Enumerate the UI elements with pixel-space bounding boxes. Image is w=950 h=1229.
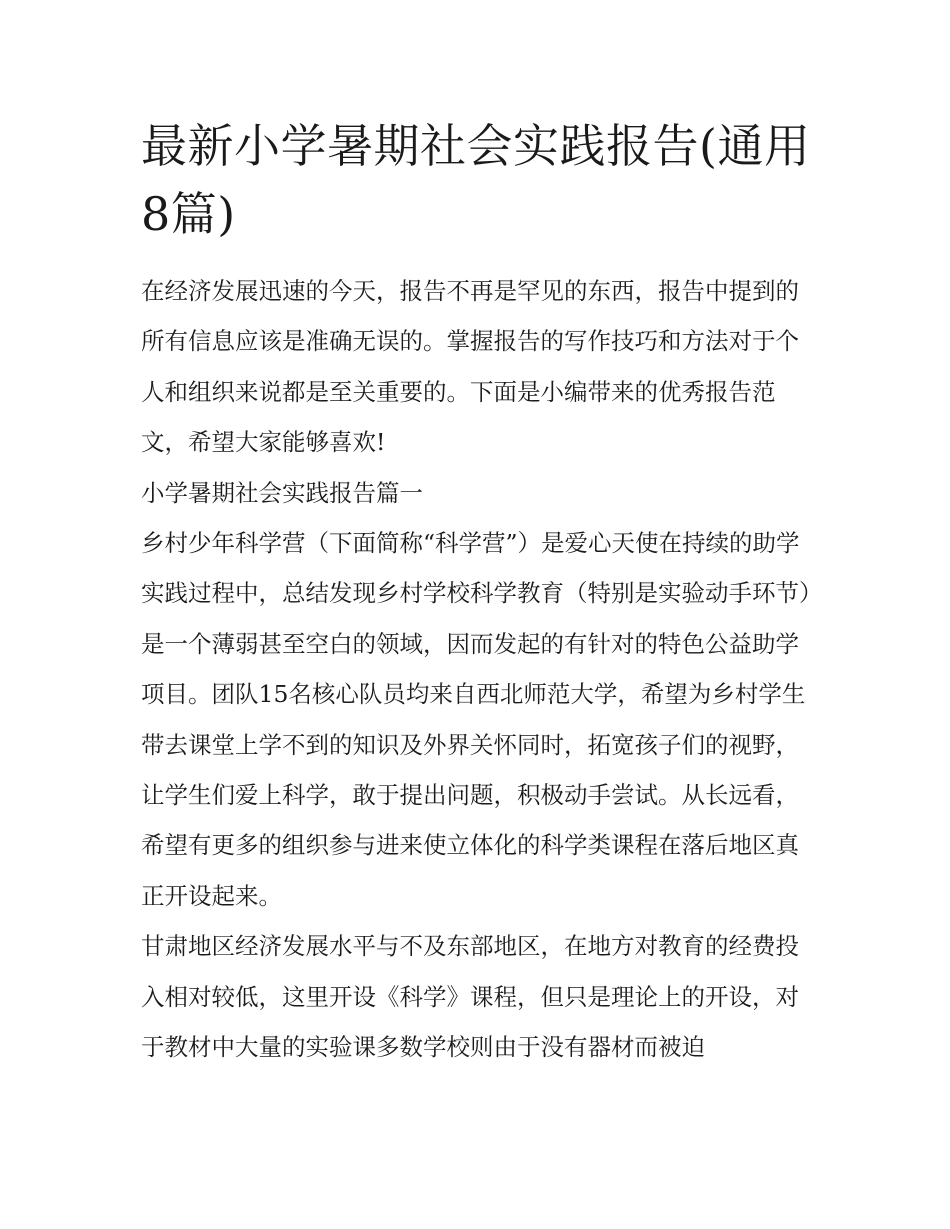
document-title: 最新小学暑期社会实践报告(通用8篇) xyxy=(141,119,811,241)
body-paragraph-2: 甘肃地区经济发展水平与不及东部地区，在地方对教育的经费投入相对较低，这里开设《科学》课程，但只是理论上的开设，对于教材中大量的实验课多数学校则由于没有器材而被迫 xyxy=(141,932,799,1062)
intro-paragraph: 在经济发展迅速的今天，报告不再是罕见的东西，报告中提到的所有信息应该是准确无误的。掌握报告的写作技巧和方法对于个人和组织来说都是至关重要的。下面是小编带来的优秀报告范文，希望大家能够喜欢! xyxy=(141,277,799,457)
section-heading: 小学暑期社会实践报告篇一 xyxy=(141,478,423,507)
document-body xyxy=(141,112,813,1073)
body-paragraph-1: 乡村少年科学营（下面简称“科学营”）是爱心天使在持续的助学实践过程中，总结发现乡村学校科学教育（特别是实验动手环节）是一个薄弱甚至空白的领域，因而发起的有针对的特色公益助学项目。团队15名核心队员均来自西北师范大学，希望为乡村学生带去课堂上学不到的知识及外界关怀同时，拓宽孩子们的视野，让学生们爱上科学，敢于提出问题，积极动手尝试。从长远看，希望有更多的组织参与进来使立体化的科学类课程在落后地区真正开设起来。 xyxy=(141,529,811,910)
